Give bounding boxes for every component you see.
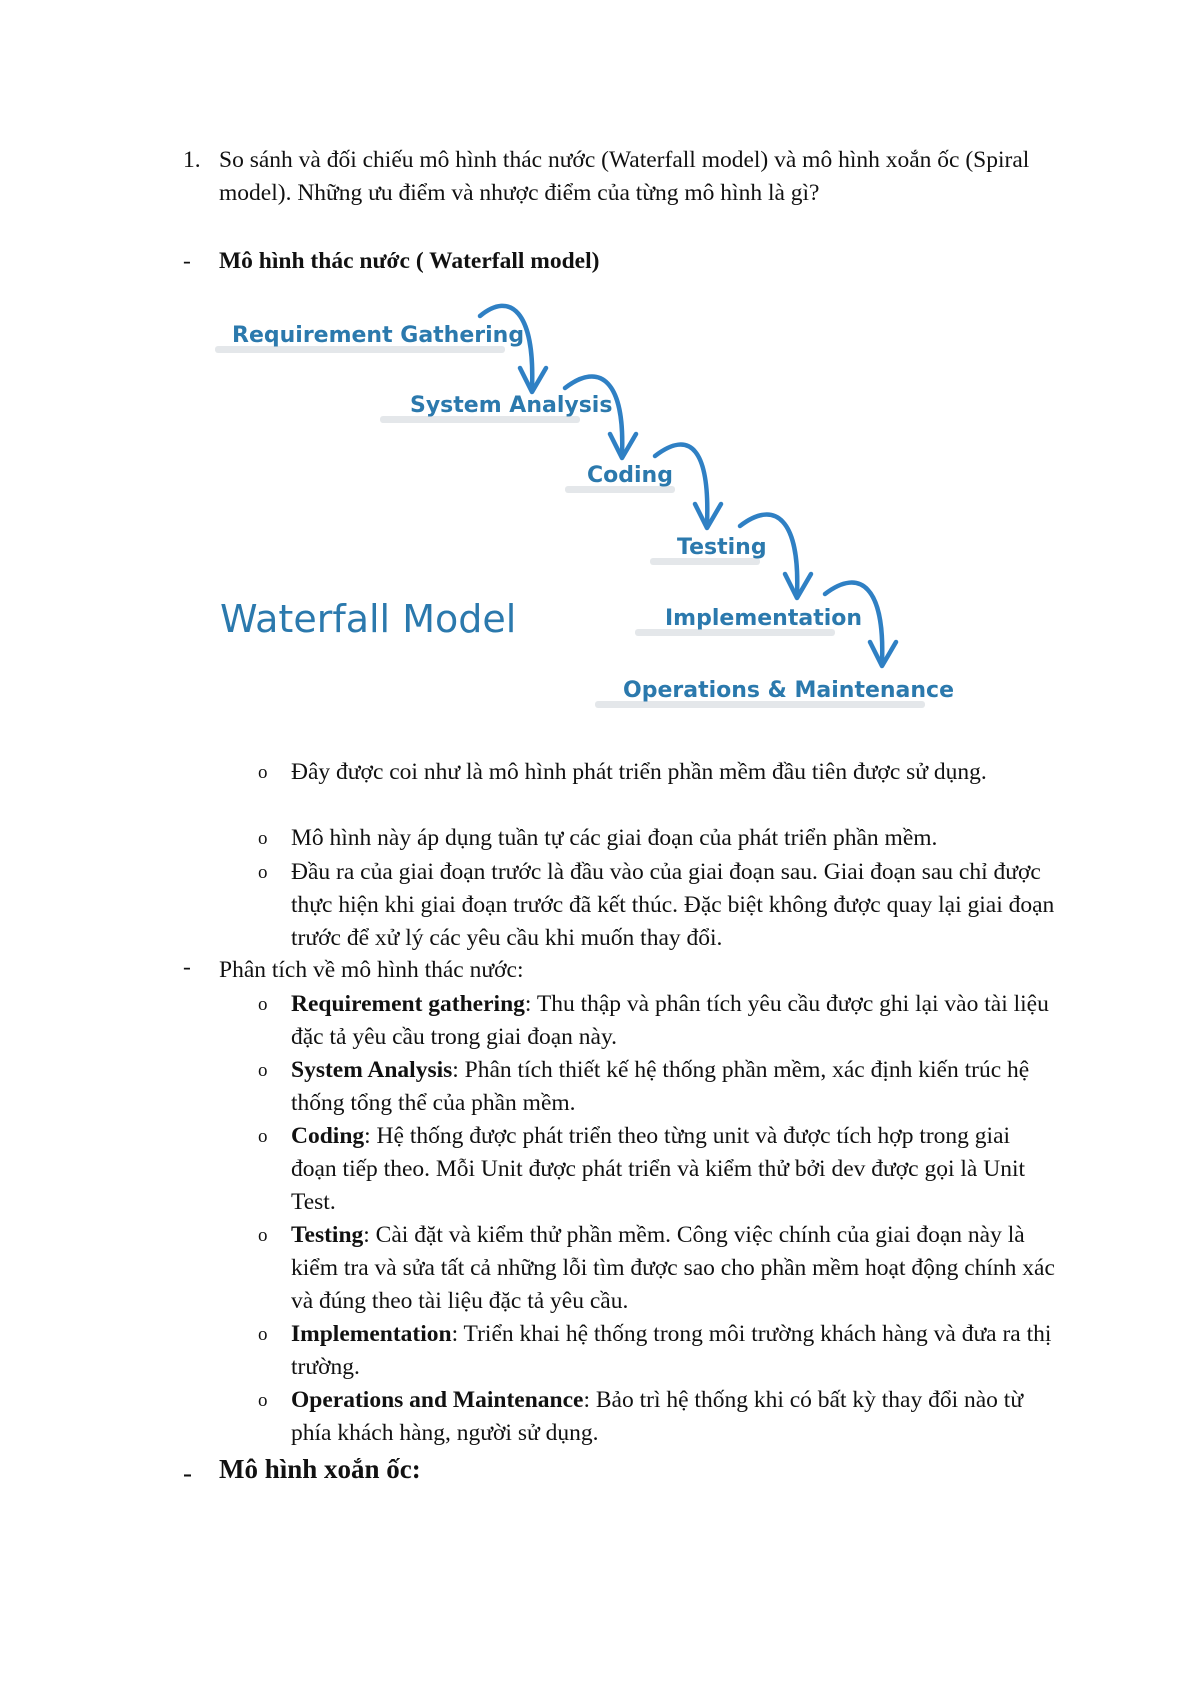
list-item: Đây được coi như là mô hình phát triển phần mềm đầu tiên được sử dụng. — [291, 759, 987, 785]
term-description: : Phân tích thiết kế hệ thống phần mềm, xác định kiến trúc hệ thống tổng thể của phần mềm. — [291, 1057, 1030, 1116]
step-label: Requirement Gathering — [232, 323, 525, 348]
bullet-icon: o — [258, 1324, 268, 1345]
bullet-icon: o — [258, 1126, 268, 1147]
term: Implementation — [291, 1321, 452, 1347]
list-item: Đầu ra của giai đoạn trước là đầu vào của giai đoạn sau. Giai đoạn sau chỉ được thực hiện khi giai đoạn trước đã kết thúc. Đặc biệt không được quay lại giai đoạn trước để xử lý các yêu cầu khi muốn thay đổi. — [291, 859, 1055, 951]
bullet-icon: o — [258, 1225, 268, 1246]
step-label: Operations & Maintenance — [623, 678, 955, 703]
waterfall-heading: Mô hình thác nước ( Waterfall model) — [219, 248, 600, 274]
diagram-title: Waterfall Model — [220, 597, 517, 641]
bullet-icon: o — [258, 1060, 268, 1081]
bullet-icon: o — [258, 762, 268, 783]
list-item — [291, 1318, 1061, 1384]
term-description: : Thu thập và phân tích yêu cầu được ghi lại vào tài liệu đặc tả yêu cầu trong giai đoạn này. — [291, 991, 1049, 1050]
question-number: 1. — [183, 147, 201, 173]
list-item — [291, 1384, 1061, 1450]
term-description: : Bảo trì hệ thống khi có bất kỳ thay đổi nào từ phía khách hàng, người sử dụng. — [291, 1387, 1024, 1446]
term: Testing — [291, 1222, 364, 1248]
term-description: : Triển khai hệ thống trong môi trường khách hàng và đưa ra thị trường. — [291, 1321, 1052, 1380]
term: Requirement gathering — [291, 991, 525, 1017]
list-item — [291, 1120, 1061, 1219]
step-label: System Analysis — [410, 393, 613, 418]
step-label: Coding — [587, 463, 673, 488]
term-description: : Hệ thống được phát triển theo từng unit và được tích hợp trong giai đoạn tiếp theo. Mỗi Unit được phát triển và kiểm thử bởi dev được gọi là Unit Test. — [291, 1123, 1026, 1215]
list-dash: - — [183, 954, 191, 980]
analysis-heading: Phân tích về mô hình thác nước: — [219, 957, 524, 983]
bullet-icon: o — [258, 828, 268, 849]
list-item — [291, 988, 1061, 1054]
term: System Analysis — [291, 1057, 453, 1083]
list-dash: - — [183, 248, 191, 274]
term-description: : Cài đặt và kiểm thử phần mềm. Công việc chính của giai đoạn này là kiểm tra và sửa tất cả những lỗi tìm được sao cho phần mềm hoạt động chính xác và đúng theo tài liệu đặc tả yêu cầu. — [291, 1222, 1055, 1314]
waterfall-diagram — [210, 296, 1010, 736]
list-item — [291, 1054, 1061, 1120]
list-item — [291, 1219, 1061, 1318]
bullet-icon: o — [258, 1390, 268, 1411]
step-label: Implementation — [665, 606, 863, 631]
bullet-icon: o — [258, 862, 268, 883]
step-label: Testing — [677, 535, 767, 560]
question-text: So sánh và đối chiếu mô hình thác nước (Waterfall model) và mô hình xoắn ốc (Spiral model). Những ưu điểm và nhược điểm của từng mô hình là gì? — [219, 147, 1030, 206]
bullet-icon: o — [258, 994, 268, 1015]
list-item: Mô hình này áp dụng tuần tự các giai đoạn của phát triển phần mềm. — [291, 825, 938, 851]
term: Operations and Maintenance — [291, 1387, 584, 1413]
term: Coding — [291, 1123, 365, 1149]
list-dash: - — [183, 1458, 192, 1488]
spiral-heading: Mô hình xoắn ốc: — [219, 1454, 421, 1484]
